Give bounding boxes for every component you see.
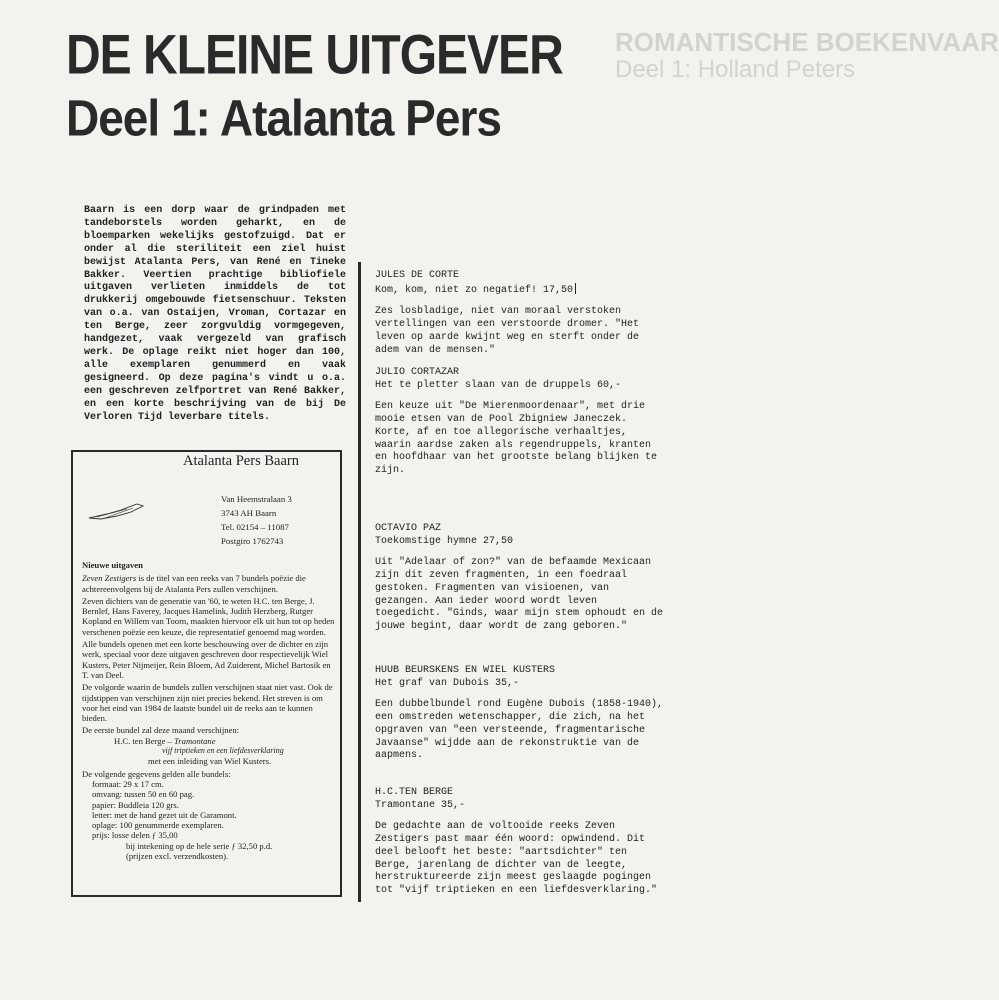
book-title-price: Kom, kom, niet zo negatief! 17,50	[375, 283, 667, 298]
spec-format: formaat: 29 x 17 cm.	[92, 778, 164, 789]
ad-heading: Nieuwe uitgaven	[82, 560, 143, 570]
ad-paragraph-1	[82, 573, 337, 594]
book-description: Een dubbelbundel rond Eugène Dubois (1858-1940), een omstreden wetenschapper, die zich, na het opgraven van "een versteende, fragmentarische Javaanse" wijdde aan de rekonstruktie van de aapmens.	[375, 698, 664, 762]
spec-size: omvang: tussen 50 en 60 pag.	[92, 789, 195, 800]
column-divider	[358, 262, 361, 902]
ad-body	[82, 560, 337, 861]
address-city: 3743 AH Baarn	[221, 508, 277, 518]
publisher-name: Atalanta Pers Baarn	[183, 453, 299, 469]
book-entry	[375, 523, 667, 634]
page-title: DE KLEINE UITGEVER	[66, 25, 563, 87]
first-volume-title: Tramontane	[174, 735, 216, 746]
first-volume-intro: met een inleiding van Wiel Kusters.	[148, 756, 272, 767]
address-street: Van Heemstralaan 3	[221, 494, 292, 504]
page-subtitle: Deel 1: Atalanta Pers	[66, 89, 501, 147]
book-description: Zes losbladige, niet van moraal verstoken vertellingen van een verstoorde dromer. "Het leven op aarde kwijnt weg en sterft onder de adem van de mensen."	[375, 305, 640, 356]
ad-paragraph-3: Alle bundels openen met een korte beschouwing over de dichter en zijn werk, speciaal voor deze uitgaven geschreven door respectievelijk Wiel Kusters, Peter Nijmeijer, Rein Bloem, Ad Zuiderent, Michel Bartosik en T. van Deel.	[82, 639, 331, 680]
pen-mark	[575, 283, 576, 294]
spec-paper: papier: Buddleia 120 grs.	[92, 799, 179, 810]
book-author: OCTAVIO PAZ	[375, 523, 442, 534]
ad-paragraph-2: Zeven dichters van de generatie van '60, te weten H.C. ten Berge, J. Bernlef, Hans Faverey, Jacques Hamelink, Judith Herzberg, Rutger Kopland en Willem van Toorn, maakten hiervoor elk uit hun tot op heden verschenen poëzie een keuze, die representatief genoemd mag worden.	[82, 595, 335, 637]
book-author: H.C.TEN BERGE	[375, 787, 454, 798]
address-giro: Postgiro 1762743	[221, 536, 284, 546]
publisher-address	[221, 492, 292, 548]
spec-edition: oplage: 100 genummerde exemplaren.	[92, 820, 224, 831]
spec-subscription: bij intekening op de hele serie ƒ 32,50 p.d.	[126, 840, 273, 851]
book-description: Een keuze uit "De Mierenmoordenaar", met drie mooie etsen van de Pool Zbigniew Janeczek. Korte, af en toe allegorische verhaaltjes, waarin aardse zaken als regendruppels, kranten en hoofdhaar van het grootste belang blijken te zijn.	[375, 400, 658, 477]
series-title: Zeven Zestigers	[82, 573, 137, 584]
book-description: Uit "Adelaar of zon?" van de befaamde Mexicaan zijn dit zeven fragmenten, in een foedraal gestoken. Fragmenten van visioenen, van gezangen. Aan ieder woord wordt leven toegedicht. "Ginds, waar mijn stem ophoudt en de jouwe begint, daar wordt de zang geboren."	[375, 556, 664, 633]
book-entry	[375, 665, 667, 763]
ad-paragraph-5: De eerste bundel zal deze maand verschijnen:	[82, 725, 239, 736]
book-author: HUUB BEURSKENS EN WIEL KUSTERS	[375, 665, 556, 676]
book-author: JULIO CORTAZAR	[375, 367, 460, 378]
spec-list	[82, 779, 337, 861]
book-entry	[375, 367, 667, 478]
book-description: De gedachte aan de voltooide reeks Zeven Zestigers past maar één woord: opwindend. Dit deel belooft het beste: "aartsdichter" ten Berge, jarenlang de dichter van de leegte, herstruktureerde zijn meest geslaagde pogingen tot "vijf triptieken en een liefdesverklaring."	[375, 820, 658, 897]
first-volume-subtitle: vijf triptieken en een liefdesverklaring	[162, 746, 284, 756]
bleed-through-text	[615, 27, 999, 83]
first-volume	[82, 736, 337, 746]
book-author: JULES DE CORTE	[375, 270, 460, 281]
ad-paragraph-4: De volgorde waarin de bundels zullen verschijnen staat niet vast. Ook de tijdstippen van verschijnen zijn niet precies bekend. Het streven is om voor het eind van 1984 de laatste bundel uit de reeks aan te kunnen bieden.	[82, 682, 333, 724]
press-logo-icon	[87, 500, 147, 522]
spec-typeface: letter: met de hand gezet uit de Garamont.	[92, 809, 237, 820]
book-title-price: Het graf van Dubois 35,-	[375, 677, 520, 689]
book-title-price: Toekomstige hymne 27,50	[375, 535, 514, 547]
first-volume-author: H.C. ten Berge –	[114, 735, 174, 746]
spec-note: (prijzen excl. verzendkosten).	[126, 851, 229, 862]
series-description: is de titel van een reeks van 7 bundels poëzie die achtereenvolgens bij de Atalanta Pers zullen verschijnen.	[82, 573, 306, 594]
address-phone: Tel. 02154 – 11087	[221, 522, 289, 532]
ad-paragraph-6: De volgende gegevens gelden alle bundels:	[82, 768, 231, 779]
publisher-advertisement	[71, 450, 342, 897]
book-title-price: Het te pletter slaan van de druppels 60,-	[375, 379, 622, 391]
intro-paragraph: Baarn is een dorp waar de grindpaden met tandeborstels worden geharkt, en de bloemparken wekelijks gestofzuigd. Dat er onder al die steriliteit een ziel huist bewijst Atalanta Pers, van René en Tineke Bakker. Veertien prachtige bibliofiele uitgaven verlieten inmiddels de tot drukkerij omgebouwde fietsenschuur. Teksten van o.a. van Ostaijen, Vroman, Cortazar en ten Berge, zeer zorgvuldig vormgegeven, handgezet, vaak vergezeld van grafisch werk. De oplage reikt niet hoger dan 100, alle exemplaren genummerd en vaak gesigneerd. Op deze pagina's vindt u o.a. een geschreven zelfportret van René Bakker, en een korte beschrijving van de bij De Verloren Tijd leverbare titels.	[84, 205, 346, 423]
book-entry	[375, 270, 667, 357]
spec-price: prijs: losse delen ƒ 35,00	[92, 830, 178, 841]
book-entry	[375, 787, 667, 898]
ghost-line-1: ROMANTISCHE BOEKENVAAR	[615, 27, 999, 57]
ghost-line-2: Deel 1: Holland Peters	[615, 55, 856, 83]
book-title-price: Tramontane 35,-	[375, 799, 466, 811]
